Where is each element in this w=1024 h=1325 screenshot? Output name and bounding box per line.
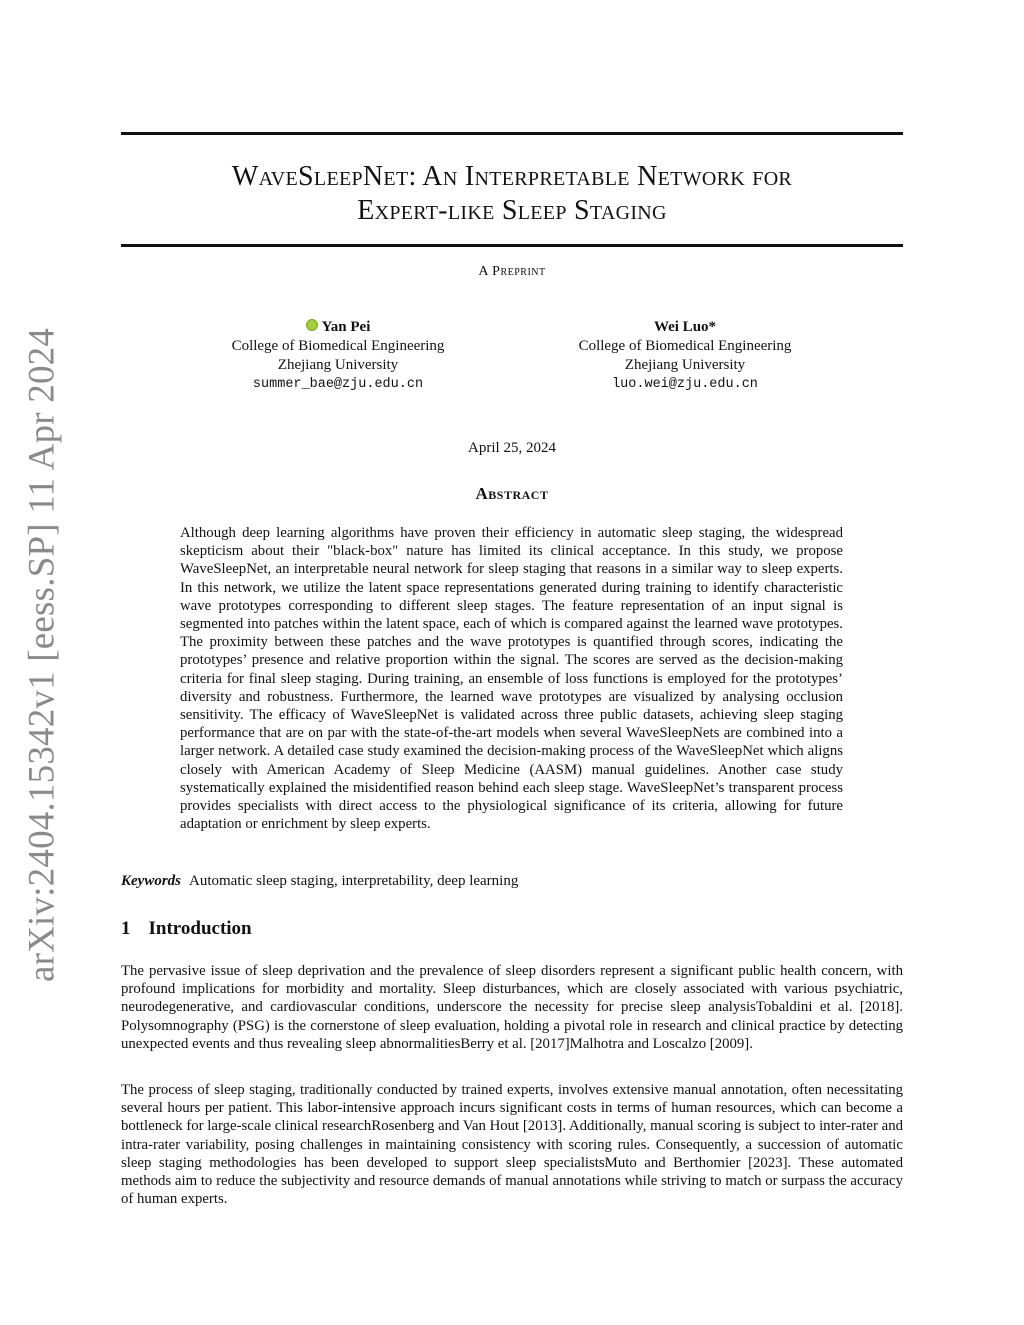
abstract-heading: Abstract: [475, 484, 549, 503]
intro-paragraph-1: The pervasive issue of sleep deprivation and the prevalence of sleep disorders represent a significant public health concern, with profound implications for morbidity and mortality. Sleep disturbances, which are closely associated with various psychiatric, neurodegenerative, and cardiovascular conditions, underscore the necessity for precise sleep analysisTobaldini et al. [2018]. Polysomnography (PSG) is the cornerstone of sleep evaluation, holding a pivotal role in research and clinical practice by detecting unexpected events and thus revealing sleep abnormalitiesBerry et al. [2017]Malhotra and Loscalzo [2009].: [121, 963, 903, 1052]
section-number: 1: [121, 918, 131, 939]
author-institution: Zhejiang University: [277, 357, 399, 373]
section-heading: [121, 918, 252, 940]
paper-title: [121, 160, 903, 228]
arxiv-identifier: arXiv:2404.15342v1 [eess.SP] 11 Apr 2024: [21, 327, 63, 983]
title-line-2: Expert-like Sleep Staging: [357, 195, 667, 226]
author-email[interactable]: summer_bae@zju.edu.cn: [252, 377, 424, 392]
author-block-1: [188, 318, 488, 394]
author-name: Yan Pei: [321, 319, 371, 335]
keywords-text: Automatic sleep staging, interpretability, deep learning: [189, 873, 519, 889]
author-affiliation: College of Biomedical Engineering: [578, 338, 792, 354]
keywords-label: Keywords: [121, 873, 181, 889]
author-affiliation: College of Biomedical Engineering: [231, 338, 445, 354]
author-email[interactable]: luo.wei@zju.edu.cn: [612, 377, 758, 392]
abstract-text: Although deep learning algorithms have proven their efficiency in automatic sleep staging, the widespread skepticism about their "black-box" nature has limited its clinical acceptance. In this study, we propose WaveSleepNet, an interpretable neural network for sleep staging that reasons in a similar way to sleep experts. In this network, we utilize the latent space representations generated during training to identify characteristic wave prototypes corresponding to different sleep stages. The feature representation of an input signal is segmented into patches within the latent space, each of which is compared against the learned wave prototypes. The proximity between these patches and the wave prototypes is quantified through scores, indicating the prototypes’ presence and relative proportion within the signal. The scores are served as the decision-making criteria for final sleep staging. During training, an ensemble of loss functions is employed for the prototypes’ diversity and robustness. Furthermore, the learned wave prototypes are visualized by analysing occlusion sensitivity. The efficacy of WaveSleepNet is validated across three public datasets, achieving sleep staging performance that are on par with the state-of-the-art models when several WaveSleepNets are combined into a larger network. A detailed case study examined the decision-making process of the WaveSleepNet which aligns closely with American Academy of Sleep Medicine (AASM) manual guidelines. Another case study systematically explained the misidentified reason behind each sleep stage. WaveSleepNet’s transparent process provides specialists with direct access to the physiological significance of its criteria, allowing for future adaptation or enrichment by sleep experts.: [180, 525, 843, 833]
section-title: Introduction: [148, 918, 252, 939]
orcid-icon[interactable]: [306, 319, 318, 331]
author-name: Wei Luo*: [653, 319, 717, 335]
title-bottom-rule: [121, 244, 903, 247]
title-top-rule: [121, 132, 903, 135]
author-institution: Zhejiang University: [624, 357, 746, 373]
title-line-1: WaveSleepNet: An Interpretable Network for: [231, 161, 793, 192]
author-block-2: [535, 318, 835, 394]
preprint-label: A Preprint: [478, 264, 546, 279]
publication-date: April 25, 2024: [468, 440, 556, 456]
intro-paragraph-2: The process of sleep staging, traditionally conducted by trained experts, involves extensive manual annotation, often necessitating several hours per patient. This labor-intensive approach incurs significant costs in terms of human resources, which can become a bottleneck for large-scale clinical researchRosenberg and Van Hout [2013]. Additionally, manual scoring is subject to inter-rater and intra-rater variability, posing challenges in maintaining consistency with scoring rules. Consequently, a succession of automatic sleep staging methodologies has been developed to support sleep specialistsMuto and Berthomier [2023]. These automated methods aim to reduce the subjectivity and resource demands of manual annotations while striving to match or surpass the accuracy of human experts.: [121, 1082, 903, 1208]
author-name-line: [188, 318, 488, 337]
keywords-line: [121, 873, 903, 890]
